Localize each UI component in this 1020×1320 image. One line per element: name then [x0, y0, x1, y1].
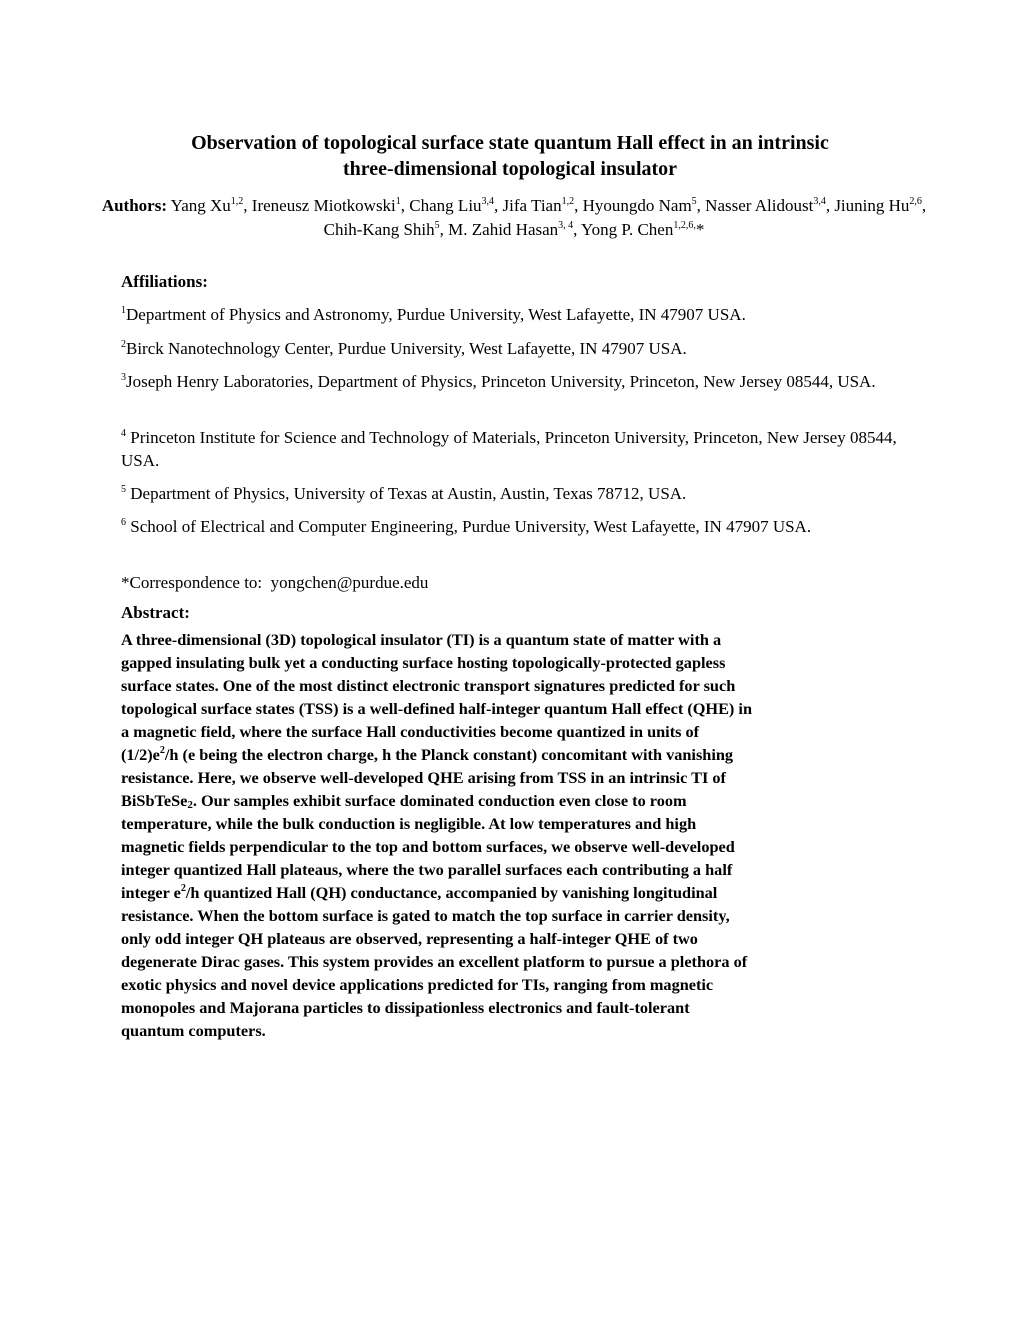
authors-label: Authors: [101, 196, 167, 215]
author-name: Yang Xu [170, 196, 231, 215]
paper-title [100, 130, 920, 182]
abstract-line: gapped insulating bulk yet a conducting surface hosting topologically-protected gapless [121, 653, 726, 672]
abstract-line: integer quantized Hall plateaus, where the two parallel surfaces each contributing a half [121, 860, 733, 879]
author-affil-sup: 3, 4 [558, 220, 574, 231]
correspondence-label: *Correspondence to: [121, 573, 263, 592]
abstract-line: surface states. One of the most distinct electronic transport signatures predicted for such [121, 676, 736, 695]
author-affil-sup: 1,2 [230, 196, 244, 207]
author-name: M. Zahid Hasan [448, 220, 559, 239]
author-name: Ireneusz Miotkowski [251, 196, 396, 215]
abstract-line: quantum computers. [121, 1021, 266, 1040]
author-affil-sup: 3,4 [481, 196, 495, 207]
abstract-line: only odd integer QH plateaus are observed, representing a half-integer QHE of two [121, 929, 698, 948]
affiliations-heading: Affiliations: [121, 272, 208, 291]
correspondence [121, 571, 911, 594]
author-affil-sup: 1 [395, 196, 401, 207]
abstract-line: degenerate Dirac gases. This system provides an excellent platform to pursue a plethora of [121, 952, 748, 971]
superscript-2: 2 [159, 745, 165, 756]
affiliation-item: $^2$Birck Nanotechnology Center, Purdue University, West Lafayette, IN 47907 USA. [121, 339, 687, 358]
author-affil-sup: 5 [434, 220, 440, 231]
corresponding-mark: * [695, 220, 705, 239]
author-affil-sup: 3,4 [813, 196, 826, 207]
abstract-line: BiSbTeSe$_2$. Our samples exhibit surface dominated conduction even close to room [121, 791, 687, 811]
title-line-2: three-dimensional topological insulator [342, 158, 678, 180]
author-list: Authors: Yang Xu$^{1,2}$, Ireneusz Miotkowski$^1$, Chang Liu$^{3,4}$, Jifa Tian$^{1,2}$, Hyoungdo Nam$^5$, Nasser Alidoust$^{3,4}$, Jiuning Hu$^{2,6}$, Chih-Kang Shih$^5$, M. Zahid Hasan$^{3, 4}$, Yong P. Chen$^{1,2,6,}$* [101, 196, 927, 239]
author-affil-sup: 2,6 [909, 196, 922, 207]
author-name: Hyoungdo Nam [582, 196, 692, 215]
affiliation-item: $^1$Department of Physics and Astronomy, Purdue University, West Lafayette, IN 47907 USA. [121, 305, 746, 324]
author-affil-sup: 1,2 [561, 196, 575, 207]
abstract-heading: Abstract: [121, 603, 190, 622]
abstract-line: A three-dimensional (3D) topological insulator (TI) is a quantum state of matter with a [121, 630, 722, 649]
superscript-2: 2 [180, 883, 186, 894]
abstract-line: $(1/2)e^2/h$ (e being the electron charge, h the Planck constant) concomitant with vanishing [121, 745, 734, 764]
affiliation-item: $^6$ School of Electrical and Computer Engineering, Purdue University, West Lafayette, IN 47907 USA. [121, 517, 812, 536]
affiliation-item: $^4$ Princeton Institute for Science and Technology of Materials, Princeton University, Princeton, New Jersey 08544, USA. [121, 428, 897, 470]
correspondence-email[interactable]: yongchen@purdue.edu [270, 573, 429, 592]
author-name: Chang Liu [409, 196, 482, 215]
abstract-line: temperature, while the bulk conduction is negligible. At low temperatures and high [121, 814, 697, 833]
author-affil-sup: 1,2,6, [673, 220, 696, 231]
author-affil-sup: 5 [691, 196, 697, 207]
abstract-line: resistance. When the bottom surface is gated to match the top surface in carrier density, [121, 906, 730, 925]
abstract-line: a magnetic field, where the surface Hall conductivities become quantized in units of [121, 722, 700, 741]
abstract-line: magnetic fields perpendicular to the top and bottom surfaces, we observe well-developed [121, 837, 735, 856]
author-name: Jifa Tian [502, 196, 562, 215]
author-name: Yong P. Chen [581, 220, 674, 239]
author-name: Nasser Alidoust [705, 196, 814, 215]
subscript-2: 2 [187, 799, 193, 811]
abstract-body [121, 628, 911, 1042]
author-name: Jiuning Hu [834, 196, 910, 215]
affiliation-item: $^3$Joseph Henry Laboratories, Department of Physics, Princeton University, Princeton, New Jersey 08544, USA. [121, 372, 876, 391]
abstract-line: integer $e^2/h$ quantized Hall (QH) conductance, accompanied by vanishing longitudinal [121, 883, 718, 902]
author-name: Chih-Kang Shih [323, 220, 435, 239]
abstract-line: exotic physics and novel device applications predicted for TIs, ranging from magnetic [121, 975, 714, 994]
abstract-line: topological surface states (TSS) is a well-defined half-integer quantum Hall effect (QHE) in [121, 699, 753, 718]
affiliation-item: $^5$ Department of Physics, University of Texas at Austin, Austin, Texas 78712, USA. [121, 484, 687, 503]
abstract-line: resistance. Here, we observe well-developed QHE arising from TSS in an intrinsic TI of [121, 768, 726, 787]
abstract-line: monopoles and Majorana particles to dissipationless electronics and fault-tolerant [121, 998, 690, 1017]
title-line-1: Observation of topological surface state quantum Hall effect in an intrinsic [191, 132, 829, 154]
